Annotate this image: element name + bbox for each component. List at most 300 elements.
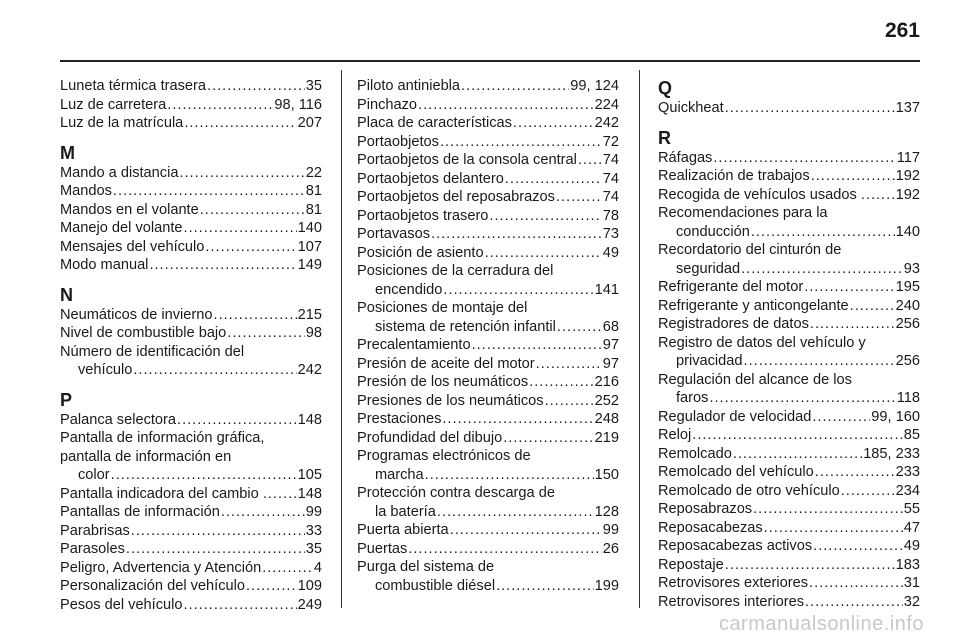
entry-term: color [78, 467, 110, 483]
dot-leader [557, 318, 602, 337]
dot-leader [811, 167, 895, 186]
index-entry [658, 556, 920, 575]
entry-term: Protección contra descarga de [357, 485, 555, 501]
dot-leader [207, 77, 305, 96]
entry-page: 22 [305, 164, 322, 181]
entry-term: Precalentamiento [357, 337, 471, 353]
index-entry [357, 466, 619, 485]
index-entry [658, 463, 920, 482]
entry-term: Reposacabezas [658, 519, 763, 536]
entry-term: Palanca selectora [60, 411, 177, 428]
entry-page: 73 [602, 226, 619, 242]
dot-leader [810, 315, 895, 334]
dot-leader [246, 577, 297, 596]
entry-term: Mensajes del vehículo [60, 238, 205, 255]
dot-leader [227, 324, 304, 343]
entry-term: la batería [375, 503, 436, 520]
index-entry [357, 114, 619, 133]
index-entry [357, 503, 619, 522]
entry-term: Mandos en el volante [60, 201, 199, 218]
entry-page: 97 [602, 337, 619, 353]
index-entry [60, 559, 322, 578]
dot-leader [513, 114, 594, 133]
entry-term: Programas electrónicos de [357, 448, 531, 464]
entry-term: Portaobjetos de la consola central [357, 152, 577, 168]
entry-term: Modo manual [60, 257, 149, 273]
index-entry [357, 577, 619, 596]
index-entry [357, 77, 619, 96]
dot-leader [184, 114, 296, 133]
dot-leader [709, 389, 895, 408]
entry-page: 55 [903, 501, 920, 517]
entry-page: 185, 233 [863, 445, 920, 462]
entry-term: Puerta abierta [357, 522, 449, 538]
entry-term: Recordatorio del cinturón de [658, 242, 842, 258]
entry-term: Ráfagas [658, 149, 713, 166]
index-entry [60, 256, 322, 275]
entry-term: Posiciones de montaje del [357, 300, 528, 316]
index-entry [60, 219, 322, 238]
entry-page: 35 [305, 541, 322, 557]
entry-term: seguridad [676, 260, 741, 277]
dot-leader [268, 485, 297, 504]
index-entry [357, 96, 619, 115]
watermark: carmanualsonline.info [718, 613, 924, 635]
section-letter: P [60, 389, 73, 410]
entry-term: Pesos del vehículo [60, 596, 183, 613]
entry-term: Mando a distancia [60, 164, 179, 181]
index-entry [357, 188, 619, 207]
entry-page: 74 [602, 152, 619, 168]
entry-page: 192 [895, 186, 920, 203]
entry-term: Portaobjetos del reposabrazos [357, 189, 555, 205]
entry-term: Recomendaciones para la [658, 205, 828, 221]
index-entry [60, 164, 322, 183]
index-entry [658, 426, 920, 445]
dot-leader [751, 223, 895, 242]
entry-term: Luz de carretera [60, 96, 167, 113]
entry-page: 207 [297, 115, 322, 131]
index-entry [60, 522, 322, 541]
entry-page: 256 [895, 316, 920, 332]
index-entry [658, 186, 920, 205]
index-entry [658, 574, 920, 593]
entry-term: Luneta térmica trasera [60, 78, 207, 94]
index-entry [357, 392, 619, 411]
dot-leader [214, 306, 297, 325]
entry-page: 99 [602, 522, 619, 538]
entry-page: 233 [895, 464, 920, 480]
dot-leader [815, 463, 895, 482]
entry-term: conducción [676, 223, 750, 240]
entry-page: 72 [602, 133, 619, 150]
entry-term: Personalización del vehículo [60, 578, 245, 594]
dot-leader [440, 133, 602, 152]
index-entry [357, 225, 619, 244]
entry-term: Presión de aceite del motor [357, 355, 535, 372]
entry-term: Posiciones de la cerradura del [357, 263, 554, 279]
dot-leader [713, 149, 895, 168]
dot-leader [437, 503, 594, 522]
entry-term: Reposacabezas activos [658, 538, 813, 554]
dot-leader [461, 77, 569, 96]
index-entry-multiline [60, 343, 322, 380]
dot-leader [133, 361, 296, 380]
entry-page: 26 [602, 540, 619, 557]
entry-term: Regulador de velocidad [658, 408, 812, 425]
index-entry [658, 260, 920, 279]
entry-page: 31 [903, 575, 920, 591]
entry-page: 32 [903, 593, 920, 610]
dot-leader [450, 521, 602, 540]
dot-leader [692, 426, 903, 445]
entry-term: Retrovisores interiores [658, 593, 804, 610]
entry-term: sistema de retención infantil [375, 318, 556, 335]
entry-term: Placa de características [357, 115, 512, 131]
index-entry [357, 373, 619, 392]
index-entry [357, 410, 619, 429]
dot-leader [536, 355, 602, 374]
index-entry-multiline [658, 334, 920, 371]
index-entry [60, 324, 322, 343]
entry-page: 109 [297, 578, 322, 594]
index-entry-multiline [357, 447, 619, 484]
entry-term: Refrigerante del motor [658, 279, 804, 295]
dot-leader [177, 411, 297, 430]
index-entry [357, 336, 619, 355]
index-entry-multiline [658, 241, 920, 278]
entry-page: 141 [594, 281, 619, 298]
entry-term: privacidad [676, 353, 743, 369]
index-entry [60, 466, 322, 485]
dot-leader [529, 373, 593, 392]
entry-term: Profundidad del dibujo [357, 429, 503, 446]
entry-term: Luz de la matrícula [60, 115, 184, 131]
index-entry [60, 503, 322, 522]
entry-term: Recogida de vehículos usados . [658, 186, 865, 203]
dot-leader [805, 593, 903, 612]
entry-page: 107 [297, 238, 322, 255]
dot-leader [221, 503, 305, 522]
dot-leader [753, 500, 903, 519]
entry-page: 140 [297, 220, 322, 236]
dot-leader [505, 170, 602, 189]
header-rule [60, 60, 920, 62]
entry-term: vehículo [78, 362, 133, 378]
index-entry [357, 207, 619, 226]
entry-page: 199 [594, 577, 619, 594]
index-column-3 [658, 77, 920, 611]
entry-term: Número de identificación del [60, 343, 245, 360]
dot-leader [496, 577, 594, 596]
entry-page: 99 [305, 504, 322, 520]
index-entry [60, 182, 322, 201]
dot-leader [443, 281, 593, 300]
index-entry [658, 593, 920, 612]
index-entry [357, 521, 619, 540]
index-entry [60, 577, 322, 596]
entry-page: 148 [297, 485, 322, 502]
index-entry [60, 361, 322, 380]
dot-leader [205, 238, 296, 257]
entry-page: 195 [895, 279, 920, 295]
index-entry [658, 519, 920, 538]
section-letter: N [60, 284, 73, 305]
index-entry [60, 96, 322, 115]
dot-leader [431, 225, 602, 244]
entry-term: Pantalla de información gráfica, [60, 430, 265, 446]
dot-leader [733, 445, 862, 464]
index-entry-multiline [60, 429, 322, 485]
entry-page: 248 [594, 411, 619, 427]
entry-page: 47 [903, 519, 920, 536]
index-entry [658, 99, 920, 118]
entry-term: Mandos [60, 183, 112, 199]
entry-page: 49 [602, 244, 619, 261]
entry-page: 33 [305, 522, 322, 539]
dot-leader [131, 522, 305, 541]
entry-term: Neumáticos de invierno [60, 306, 213, 323]
entry-page: 98, 116 [274, 96, 322, 113]
index-entry [357, 355, 619, 374]
dot-leader [113, 182, 305, 201]
index-entry [658, 149, 920, 168]
dot-leader [149, 256, 296, 275]
entry-term: Registro de datos del vehículo y [658, 334, 866, 351]
dot-leader [545, 392, 594, 411]
entry-term: Manejo del volante [60, 220, 183, 236]
index-entry [60, 485, 322, 504]
entry-page: 99, 124 [570, 78, 619, 94]
entry-page: 192 [895, 168, 920, 184]
entry-page: 81 [305, 183, 322, 199]
dot-leader [184, 219, 297, 238]
entry-page: 149 [297, 257, 322, 273]
entry-page: 137 [895, 100, 920, 116]
index-entry [658, 500, 920, 519]
entry-term: Posición de asiento [357, 244, 484, 261]
index-entry [357, 281, 619, 300]
index-entry-multiline [658, 371, 920, 408]
entry-term: Registradores de datos [658, 316, 809, 332]
dot-leader [813, 537, 903, 556]
entry-term: pantalla de información en [60, 448, 232, 465]
entry-page: 148 [297, 411, 322, 428]
entry-term: Pantalla indicadora del cambio . [60, 485, 267, 502]
dot-leader [578, 151, 602, 170]
entry-page: 252 [594, 392, 619, 409]
entry-term: marcha [375, 466, 424, 483]
entry-page: 240 [895, 297, 920, 314]
index-entry [357, 429, 619, 448]
index-entry [60, 306, 322, 325]
index-entry [357, 540, 619, 559]
index-entry [658, 315, 920, 334]
entry-page: 81 [305, 201, 322, 218]
entry-term: Remolcado de otro vehículo [658, 482, 840, 499]
entry-page: 242 [297, 362, 322, 378]
entry-term: Remolcado del vehículo [658, 464, 814, 480]
entry-term: Piloto antiniebla [357, 78, 461, 94]
entry-term: Refrigerante y anticongelante [658, 297, 849, 314]
entry-page: 117 [896, 149, 920, 166]
entry-term: Parasoles [60, 541, 125, 557]
index-entry-multiline [357, 558, 619, 595]
entry-term: Parabrisas [60, 522, 130, 539]
index-entry [60, 596, 322, 615]
page-number: 261 [884, 19, 920, 42]
entry-term: Quickheat [658, 100, 724, 116]
dot-leader [111, 466, 297, 485]
entry-term: Portavasos [357, 226, 431, 242]
entry-page: 256 [895, 353, 920, 369]
index-entry [658, 223, 920, 242]
entry-page: 215 [297, 306, 322, 323]
entry-page: 118 [896, 390, 920, 406]
index-entry [357, 170, 619, 189]
dot-leader [741, 260, 903, 279]
entry-page: 242 [594, 115, 619, 131]
index-entry [357, 133, 619, 152]
dot-leader [725, 99, 895, 118]
entry-page: 35 [305, 78, 322, 94]
entry-term: Presión de los neumáticos [357, 374, 529, 390]
index-entry-multiline [357, 484, 619, 521]
entry-page: 249 [297, 596, 322, 613]
dot-leader [425, 466, 594, 485]
entry-term: Presiones de los neumáticos [357, 392, 544, 409]
index-entry [60, 540, 322, 559]
entry-term: Regulación del alcance de los [658, 371, 852, 388]
index-entry [60, 201, 322, 220]
index-entry [658, 445, 920, 464]
index-entry [658, 278, 920, 297]
dot-leader [744, 352, 895, 371]
dot-leader [485, 244, 602, 263]
entry-term: Prestaciones [357, 411, 442, 427]
dot-leader [764, 519, 903, 538]
entry-term: Peligro, Advertencia y Atención [60, 559, 262, 576]
index-entry [60, 238, 322, 257]
entry-page: 4 [313, 559, 322, 576]
dot-leader [262, 559, 313, 578]
index-column-2 [357, 77, 619, 595]
index-entry [60, 77, 322, 96]
entry-page: 85 [903, 427, 920, 443]
index-entry [357, 318, 619, 337]
entry-term: Nivel de combustible bajo [60, 325, 227, 341]
entry-page: 97 [602, 355, 619, 372]
index-entry-multiline [357, 262, 619, 299]
section-letter: R [658, 127, 671, 148]
index-entry [658, 297, 920, 316]
entry-page: 224 [594, 96, 619, 113]
entry-term: Portaobjetos trasero [357, 207, 489, 224]
entry-page: 140 [895, 223, 920, 240]
entry-term: Repostaje [658, 556, 724, 573]
dot-leader [812, 408, 870, 427]
index-entry [357, 244, 619, 263]
section-letter: M [60, 142, 75, 163]
index-entry [658, 537, 920, 556]
dot-leader [503, 429, 593, 448]
dot-leader [179, 164, 304, 183]
entry-page: 216 [594, 374, 619, 390]
entry-page: 234 [895, 482, 920, 499]
entry-term: Portaobjetos delantero [357, 170, 504, 187]
dot-leader [184, 596, 297, 615]
index-entry [658, 389, 920, 408]
index-entry [658, 408, 920, 427]
index-entry [658, 482, 920, 501]
entry-term: faros [676, 390, 709, 406]
dot-leader [841, 482, 895, 501]
dot-leader [126, 540, 305, 559]
dot-leader [472, 336, 602, 355]
entry-term: encendido [375, 281, 443, 298]
index-entry [60, 411, 322, 430]
index-entry [658, 167, 920, 186]
entry-term: Pantallas de información [60, 504, 220, 520]
column-divider [639, 70, 640, 608]
index-entry [60, 114, 322, 133]
dot-leader [489, 207, 601, 226]
dot-leader [556, 188, 602, 207]
index-entry [357, 151, 619, 170]
entry-page: 93 [903, 260, 920, 277]
dot-leader [804, 278, 894, 297]
entry-page: 219 [594, 429, 619, 446]
dot-leader [408, 540, 601, 559]
entry-term: Retrovisores exteriores [658, 575, 809, 591]
entry-page: 68 [602, 318, 619, 335]
index-entry-multiline [658, 204, 920, 241]
dot-leader [167, 96, 273, 115]
dot-leader [725, 556, 895, 575]
entry-term: Reloj [658, 427, 692, 443]
index-entry [658, 352, 920, 371]
entry-term: Reposabrazos [658, 501, 753, 517]
dot-leader [866, 186, 895, 205]
entry-page: 128 [594, 503, 619, 520]
dot-leader [850, 297, 895, 316]
entry-term: Pinchazo [357, 96, 418, 113]
entry-term: Remolcado [658, 445, 732, 462]
entry-page: 183 [895, 556, 920, 573]
entry-page: 150 [594, 466, 619, 483]
entry-term: Realización de trabajos [658, 168, 810, 184]
column-divider [341, 70, 342, 608]
index-column-1 [60, 77, 322, 614]
entry-term: Puertas [357, 540, 408, 557]
dot-leader [418, 96, 594, 115]
dot-leader [442, 410, 593, 429]
entry-page: 74 [602, 189, 619, 205]
entry-page: 74 [602, 170, 619, 187]
entry-page: 49 [903, 538, 920, 554]
entry-page: 78 [602, 207, 619, 224]
entry-term: combustible diésel [375, 577, 496, 594]
entry-page: 99, 160 [871, 408, 920, 425]
entry-page: 98 [305, 325, 322, 341]
entry-page: 105 [297, 467, 322, 483]
section-letter: Q [658, 78, 673, 98]
entry-term: Portaobjetos [357, 133, 439, 150]
entry-term: Purga del sistema de [357, 559, 495, 575]
dot-leader [200, 201, 305, 220]
index-entry-multiline [357, 299, 619, 336]
dot-leader [809, 574, 903, 593]
